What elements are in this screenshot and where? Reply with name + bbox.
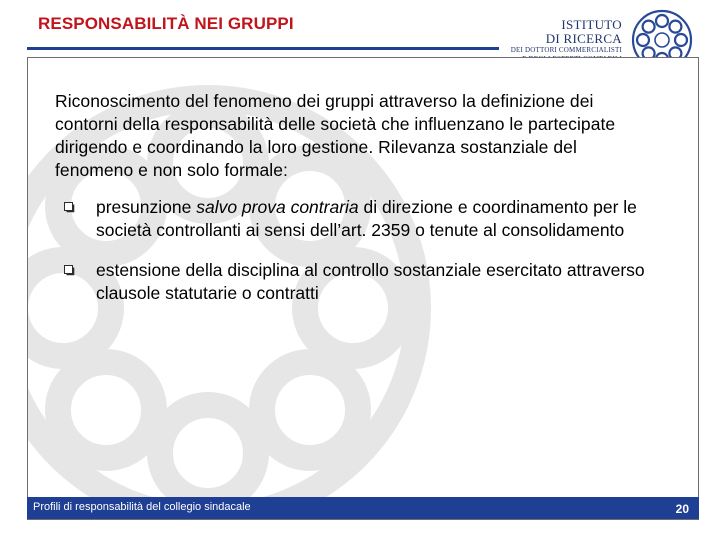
checkbox-square-icon bbox=[64, 202, 75, 213]
bullet-item bbox=[55, 196, 655, 242]
bullet-list bbox=[55, 196, 655, 305]
slide-content bbox=[55, 90, 655, 322]
slide-title: RESPONSABILITÀ NEI GRUPPI bbox=[38, 14, 294, 33]
checkbox-square-icon bbox=[64, 265, 75, 276]
page-number: 20 bbox=[675, 502, 689, 516]
bullet-text: estensione della disciplina al controllo sostanziale esercitato attraverso clausole statutarie o contratti bbox=[96, 260, 645, 303]
logo-line: DEI DOTTORI COMMERCIALISTI bbox=[510, 46, 622, 54]
footer-bar bbox=[27, 497, 699, 519]
bullet-item bbox=[55, 259, 655, 305]
intro-paragraph: Riconoscimento del fenomeno dei gruppi attraverso la definizione dei contorni della responsabilità delle società che influenzano le partecipate dirigendo e coordinando la loro gestione. Rilevanza sostanziale del fenomeno e non solo formale: bbox=[55, 91, 616, 180]
logo-line: ISTITUTO bbox=[561, 17, 622, 32]
content-panel bbox=[27, 57, 699, 520]
bullet-text: presunzione bbox=[96, 197, 197, 217]
bullet-text: di direzione e coordinamento per le società controllanti ai sensi dell’art. 2359 o tenute al consolidamento bbox=[96, 197, 637, 240]
bullet-emphasis: salvo prova contraria bbox=[196, 197, 359, 217]
logo-line: DI RICERCA bbox=[545, 31, 622, 46]
footer-label: Profili di responsabilità del collegio sindacale bbox=[33, 501, 251, 513]
title-underline bbox=[27, 47, 499, 50]
